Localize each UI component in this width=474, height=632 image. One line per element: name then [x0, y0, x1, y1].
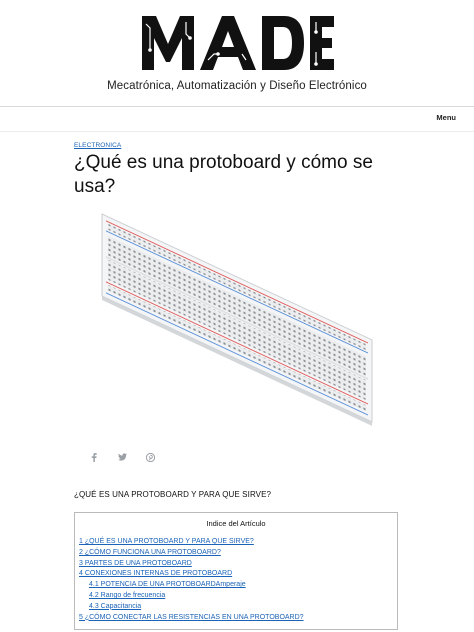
- pinterest-icon: [146, 453, 155, 462]
- top-nav: [0, 106, 474, 132]
- protoboard-image: [88, 206, 388, 426]
- toc-item[interactable]: 1 ¿QUÉ ES UNA PROTOBOARD Y PARA QUE SIRVE?: [79, 538, 254, 545]
- article-title: ¿Qué es una protoboard y cómo se usa?: [74, 152, 373, 197]
- twitter-share-button[interactable]: [108, 450, 136, 464]
- pinterest-share-button[interactable]: [136, 450, 164, 464]
- toc-item[interactable]: 5 ¿CÓMO CONECTAR LAS RESISTENCIAS EN UNA PROTOBOARD?: [79, 613, 304, 621]
- share-bar: [80, 450, 164, 464]
- toc-title: Indice del Artículo: [206, 519, 266, 528]
- toc-list: [79, 537, 304, 623]
- toc-item[interactable]: 2 ¿CÓMO FUNCIONA UNA PROTOBOARD?: [79, 548, 221, 556]
- toc-item[interactable]: 4 CONEXIONES INTERNAS DE PROTOBOARD: [79, 570, 233, 578]
- table-of-contents: [74, 512, 398, 630]
- facebook-icon: [91, 453, 97, 462]
- toc-subitem[interactable]: 4.2 Rango de frecuencia: [89, 591, 166, 599]
- section-heading: ¿QUÉ ES UNA PROTOBOARD Y PARA QUE SIRVE?: [74, 490, 272, 499]
- toc-item[interactable]: 3 PARTES DE UNA PROTOBOARD: [79, 559, 192, 567]
- toc-subitem[interactable]: 4.1 POTENCIA DE UNA PROTOBOARDAmperaje: [89, 581, 246, 589]
- menu-button[interactable]: Menu: [436, 113, 456, 122]
- site-tagline: Mecatrónica, Automatización y Diseño Electrónico: [107, 80, 367, 92]
- site-header: [0, 0, 474, 106]
- facebook-share-button[interactable]: [80, 450, 108, 464]
- category-link[interactable]: ELECTRONICA: [74, 142, 122, 149]
- twitter-icon: [118, 453, 127, 461]
- made-logo[interactable]: [138, 10, 336, 74]
- toc-subitem[interactable]: 4.3 Capacitancia: [89, 602, 142, 610]
